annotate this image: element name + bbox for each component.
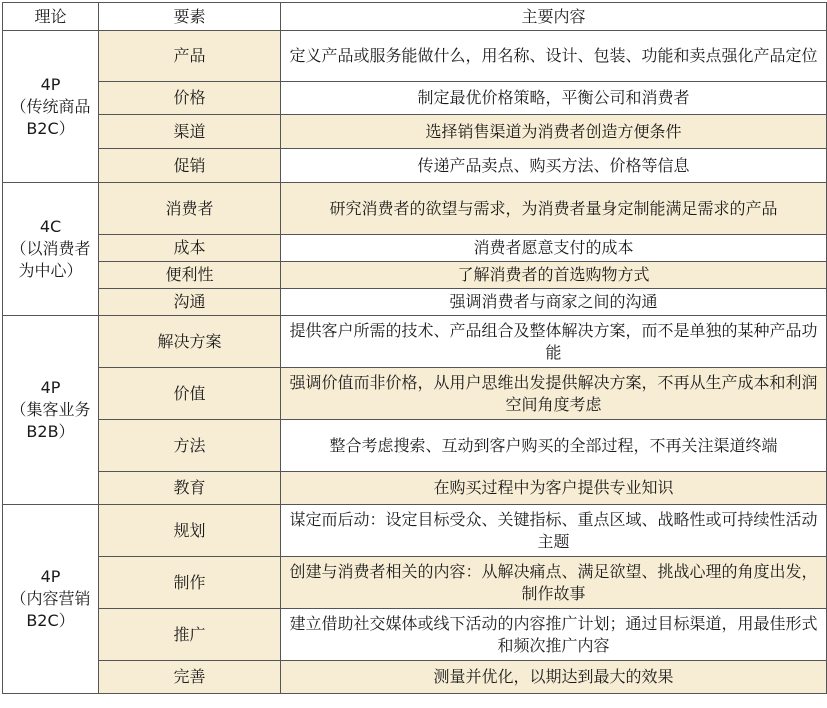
table-row [3, 368, 827, 420]
table-row [3, 661, 827, 694]
content-cell: 消费者愿意支付的成本 [281, 235, 827, 262]
content-cell: 整合考虑搜索、互动到客户购买的全部过程，不再关注渠道终端 [281, 420, 827, 472]
header-theory: 理论 [3, 3, 99, 31]
element-cell: 价格 [99, 82, 281, 115]
element-cell: 便利性 [99, 262, 281, 289]
table-row [3, 31, 827, 82]
theory-cell-4p-b2b: 4P （集客业务B2B） [3, 316, 99, 505]
content-cell: 强调消费者与商家之间的沟通 [281, 289, 827, 316]
header-row [3, 3, 827, 31]
element-cell: 价值 [99, 368, 281, 420]
content-cell: 在购买过程中为客户提供专业知识 [281, 472, 827, 505]
table-row [3, 82, 827, 115]
table-row [3, 115, 827, 149]
element-cell: 渠道 [99, 115, 281, 149]
table-row [3, 472, 827, 505]
content-cell: 强调价值而非价格，从用户思维出发提供解决方案，不再从生产成本和利润空间角度考虑 [281, 368, 827, 420]
table-row [3, 505, 827, 557]
element-cell: 教育 [99, 472, 281, 505]
element-cell: 规划 [99, 505, 281, 557]
content-cell: 制定最优价格策略，平衡公司和消费者 [281, 82, 827, 115]
content-cell: 建立借助社交媒体或线下活动的内容推广计划；通过目标渠道，用最佳形式和频次推广内容 [281, 609, 827, 661]
element-cell: 消费者 [99, 183, 281, 235]
content-cell: 谋定而后动：设定目标受众、关键指标、重点区域、战略性或可持续性活动主题 [281, 505, 827, 557]
element-cell: 沟通 [99, 289, 281, 316]
content-cell: 了解消费者的首选购物方式 [281, 262, 827, 289]
table-row [3, 183, 827, 235]
table-row [3, 420, 827, 472]
element-cell: 制作 [99, 557, 281, 609]
content-cell: 选择销售渠道为消费者创造方便条件 [281, 115, 827, 149]
content-cell: 提供客户所需的技术、产品组合及整体解决方案，而不是单独的某种产品功能 [281, 316, 827, 368]
table-row [3, 262, 827, 289]
element-cell: 完善 [99, 661, 281, 694]
table-row [3, 557, 827, 609]
element-cell: 解决方案 [99, 316, 281, 368]
table-row [3, 149, 827, 183]
theory-cell-4p-b2c: 4P （传统商品B2C） [3, 31, 99, 183]
marketing-theory-table [2, 2, 827, 694]
content-cell: 传递产品卖点、购买方法、价格等信息 [281, 149, 827, 183]
element-cell: 方法 [99, 420, 281, 472]
table-row [3, 289, 827, 316]
header-element: 要素 [99, 3, 281, 31]
element-cell: 产品 [99, 31, 281, 82]
element-cell: 推广 [99, 609, 281, 661]
element-cell: 成本 [99, 235, 281, 262]
content-cell: 创建与消费者相关的内容：从解决痛点、满足欲望、挑战心理的角度出发，制作故事 [281, 557, 827, 609]
table-row [3, 316, 827, 368]
content-cell: 定义产品或服务能做什么，用名称、设计、包装、功能和卖点强化产品定位 [281, 31, 827, 82]
content-cell: 研究消费者的欲望与需求，为消费者量身定制能满足需求的产品 [281, 183, 827, 235]
table-row [3, 235, 827, 262]
table-row [3, 609, 827, 661]
element-cell: 促销 [99, 149, 281, 183]
header-content: 主要内容 [281, 3, 827, 31]
theory-cell-4c: 4C （以消费者为中心） [3, 183, 99, 316]
content-cell: 测量并优化，以期达到最大的效果 [281, 661, 827, 694]
theory-cell-4p-content: 4P （内容营销B2C） [3, 505, 99, 694]
